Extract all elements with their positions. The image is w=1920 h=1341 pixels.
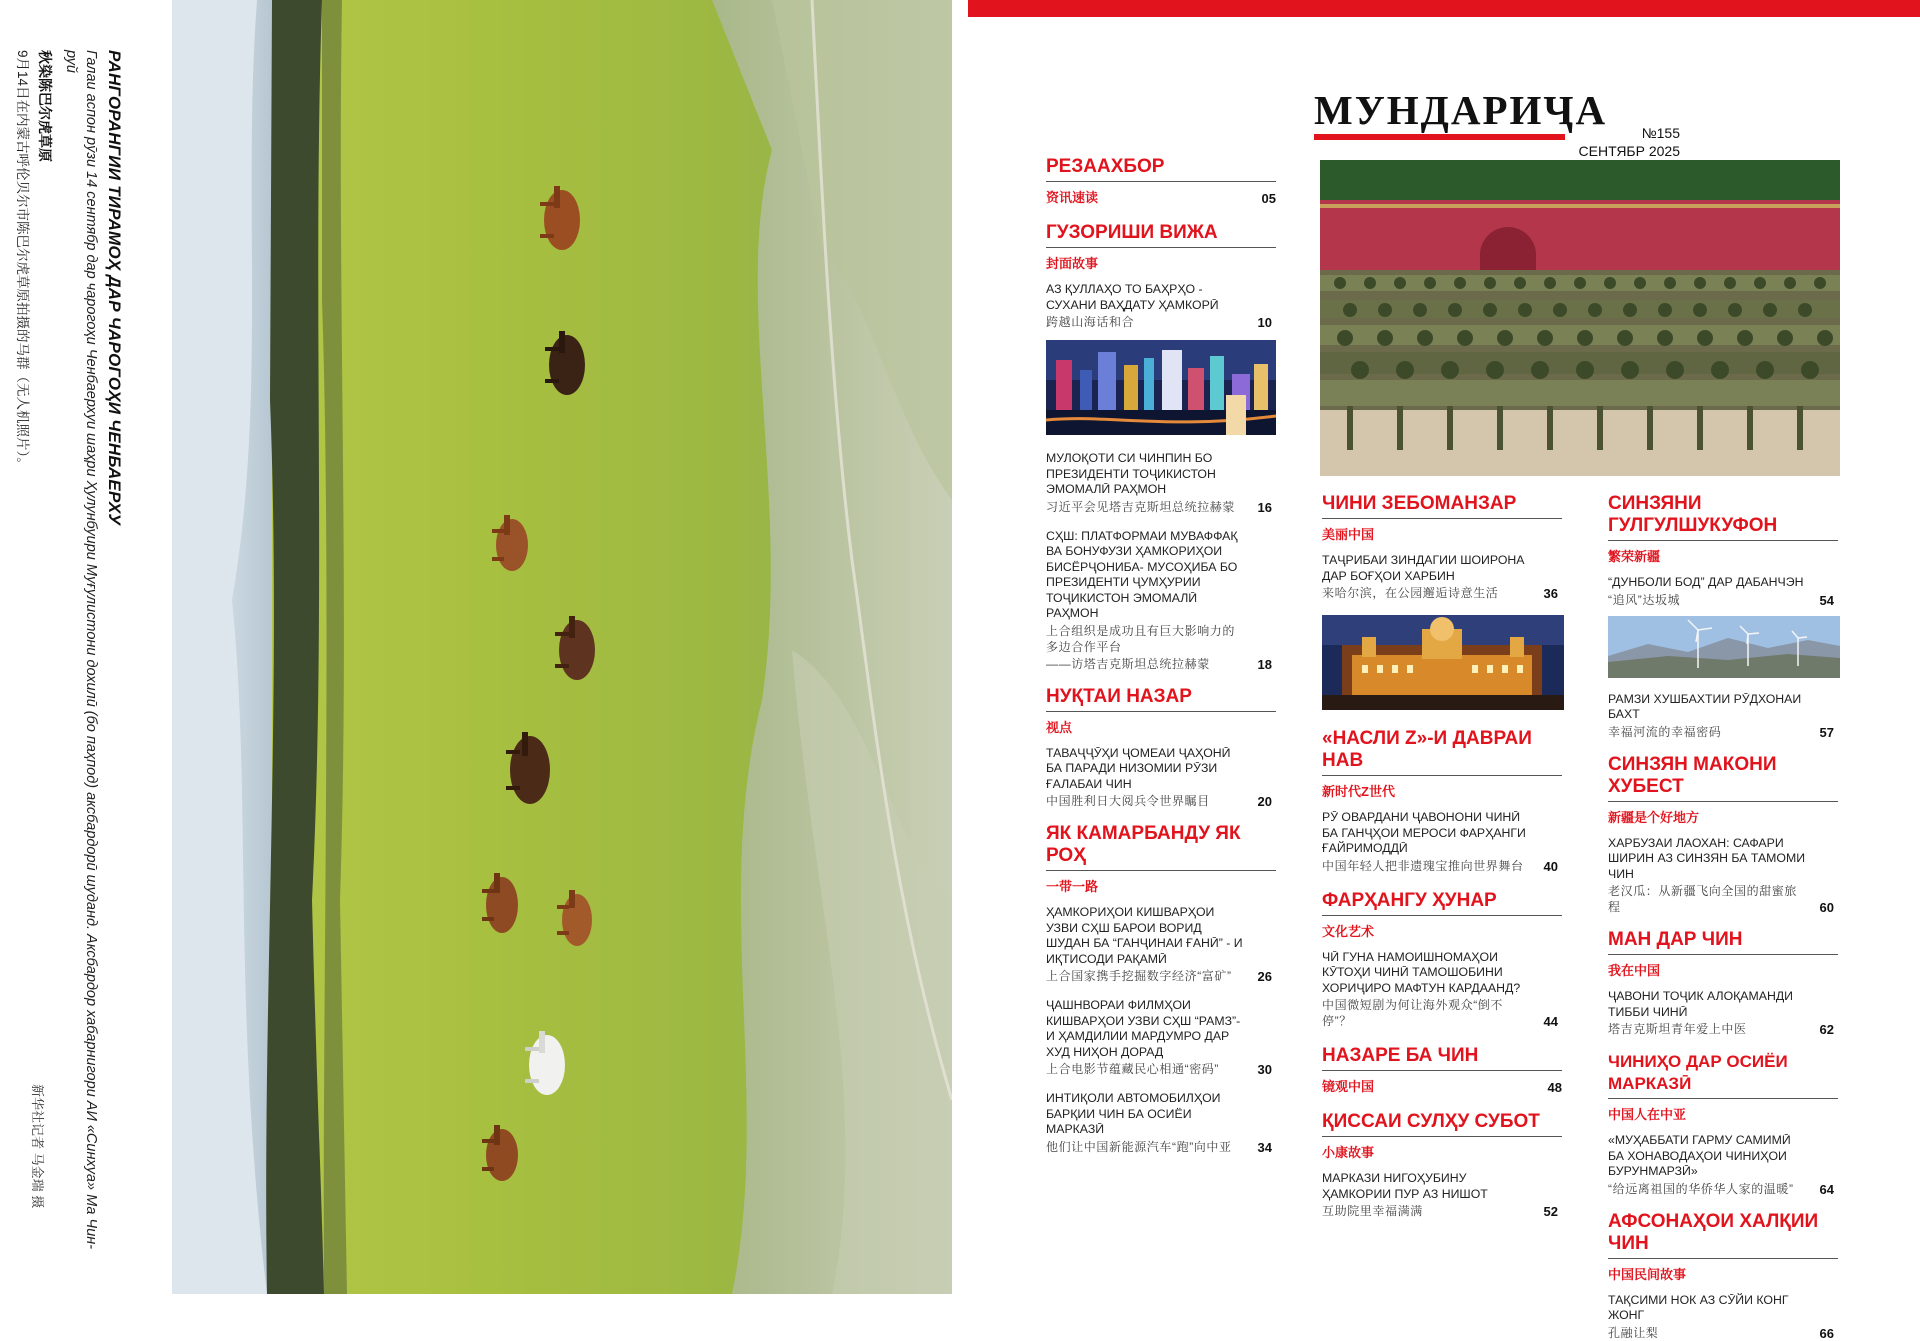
section-cn: 一带一路	[1046, 879, 1099, 894]
toc-section	[1322, 1111, 1562, 1219]
toc-column-3	[1608, 493, 1838, 1341]
entry-cn: “追风”达坂城	[1608, 592, 1681, 607]
section-title: НАЗАРЕ БА ЧИН	[1322, 1045, 1562, 1071]
section-title: ФАРҲАНГУ ҲУНАР	[1322, 890, 1562, 916]
toc-entry[interactable]	[1046, 451, 1276, 515]
toc-section	[1046, 686, 1276, 810]
section-cn: 我在中国	[1608, 963, 1661, 978]
caption-cn-text: 9月14日在内蒙古呼伦贝尔市陈巴尔虎草原拍摄的马群（无人机照片）。	[15, 50, 30, 471]
section-cn: 中国民间故事	[1608, 1266, 1687, 1282]
toc-section	[1608, 1211, 1838, 1341]
section-title: АФСОНАҲОИ ХАЛҚИИ ЧИН	[1608, 1211, 1838, 1259]
toc-entry[interactable]	[1608, 692, 1838, 740]
toc-entry[interactable]	[1608, 1293, 1838, 1341]
entry-title: ҶАШНВОРАИ ФИЛМҲОИ КИШВАРҲОИ УЗВИ СҲШ “РАМЗ”-И ҲАМДИЛИИ МАРДУМРО ДАР ХУД НИҲОН ДОРАД	[1046, 998, 1241, 1059]
page-number: 40	[1543, 858, 1558, 874]
page-number: 54	[1819, 592, 1834, 608]
page-number: 57	[1819, 724, 1834, 740]
page-number: 52	[1543, 1204, 1558, 1219]
toc-entry[interactable]	[1046, 746, 1276, 810]
entry-title: ИНТИҚОЛИ АВТОМОБИЛҲОИ БАРҚИИ ЧИН БА ОСИЁИ МАРКАЗӢ	[1046, 1091, 1221, 1136]
page-number: 26	[1257, 969, 1272, 984]
entry-cn-2: ——访塔吉克斯坦总统拉赫蒙	[1046, 656, 1210, 671]
toc-entry[interactable]	[1322, 950, 1562, 1030]
section-cn: 镜观中国	[1322, 1079, 1375, 1094]
toc-entry[interactable]	[1608, 836, 1838, 916]
photo-caption-strip	[0, 0, 172, 1294]
entry-title: ҶАВОНИ ТОҶИК АЛОҚАМАНДИ ТИББИ ЧИНӢ	[1608, 989, 1793, 1019]
section-title: «НАСЛИ Z»-И ДАВРАИ НАВ	[1322, 728, 1562, 776]
toc-column-2	[1322, 493, 1562, 1219]
right-page-toc	[960, 0, 1920, 1341]
entry-title: ТАҶРИБАИ ЗИНДАГИИ ШОИРОНА ДАР БОҒҲОИ ХАРБИН	[1322, 553, 1525, 583]
toc-column-1	[1046, 156, 1276, 1155]
grassland-horses-photo	[172, 0, 952, 1294]
toc-section	[1322, 1045, 1562, 1095]
toc-section	[1608, 692, 1838, 740]
section-cn: 中国人在中亚	[1608, 1107, 1687, 1122]
page-number: 30	[1257, 1062, 1272, 1077]
entry-cn: “给远离祖国的华侨华人家的温暖”	[1608, 1181, 1794, 1196]
toc-section	[1046, 451, 1276, 672]
entry-cn: 上合电影节蕴藏民心相通“密码”	[1046, 1062, 1219, 1076]
entry-title: ЧӢ ГУНА НАМОИШНОМАҲОИ КӮТОҲИ ЧИНӢ ТАМОШОБИНИ ХОРИҶИРО МАФТУН КАРДААНД?	[1322, 949, 1521, 995]
left-page	[0, 0, 960, 1294]
section-cn: 小康故事	[1322, 1145, 1375, 1160]
page-number: 64	[1819, 1181, 1834, 1197]
toc-entry[interactable]	[1608, 575, 1838, 608]
toc-section	[1046, 823, 1276, 1155]
section-cn: 封面故事	[1046, 256, 1099, 271]
section-cn: 资讯速读	[1046, 190, 1099, 205]
page-number: 62	[1819, 1022, 1834, 1037]
entry-title: ҲАМКОРИҲОИ КИШВАРҲОИ УЗВИ СҲШ БАРОИ ВОРИД ШУДАН БА “ГАНҶИНАИ ҒАНӢ” - И ИҚТИСОДИ РАҚАМӢ	[1046, 905, 1243, 966]
section-title: СИНЗЯН МАКОНИ ХУБЕСТ	[1608, 754, 1838, 802]
section-title: РЕЗААХБОР	[1046, 156, 1276, 182]
toc-section	[1322, 728, 1562, 874]
section-title: ГУЗОРИШИ ВИЖА	[1046, 222, 1276, 248]
entry-title: МАРКАЗИ НИГОҲУБИНУ ҲАМКОРИИ ПУР АЗ НИШОТ	[1322, 1171, 1488, 1201]
toc-section	[1322, 493, 1562, 601]
entry-title: АЗ ҚУЛЛАҲО ТО БАҲРҲО - СУХАНИ ВАҲДАТУ ҲАМКОРӢ	[1046, 282, 1219, 312]
page-number: 44	[1543, 1014, 1558, 1029]
toc-title: МУНДАРИҶА	[1314, 87, 1608, 133]
toc-entry[interactable]	[1046, 282, 1276, 330]
section-title: МАН ДАР ЧИН	[1608, 929, 1838, 955]
section-cn: 美丽中国	[1322, 527, 1375, 542]
toc-entry[interactable]	[1322, 1171, 1562, 1219]
military-parade-photo	[1320, 160, 1840, 476]
entry-cn: 中国微短剧为何让海外观众“倒不停”？	[1322, 998, 1503, 1028]
entry-cn: 中国胜利日大阅兵令世界瞩目	[1046, 794, 1210, 808]
entry-cn: 习近平会见塔吉克斯坦总统拉赫蒙	[1046, 499, 1236, 514]
toc-entry[interactable]	[1046, 529, 1276, 672]
entry-title: ТАҚСИМИ НОК АЗ СӮЙИ КОНГ ЖОНГ	[1608, 1292, 1789, 1322]
toc-section	[1322, 890, 1562, 1030]
section-title: СИНЗЯНИ ГУЛГУЛШУКУФОН	[1608, 493, 1838, 541]
page-number: 66	[1819, 1325, 1834, 1341]
top-red-bar	[968, 0, 1920, 17]
toc-section	[1608, 929, 1838, 1037]
page-number: 48	[1547, 1080, 1562, 1095]
section-title: ЯК КАМАРБАНДУ ЯК РОҲ	[1046, 823, 1276, 871]
toc-entry[interactable]	[1046, 905, 1276, 984]
photo-credit: 新华社记者 马金瑞 摄	[30, 1084, 45, 1209]
toc-section	[1046, 222, 1276, 330]
entry-cn: 跨越山海话和合	[1046, 315, 1135, 329]
entry-title: СҲШ: ПЛАТФОРМАИ МУВАФФАҚ ВА БОНУФУЗИ ҲАМКОРИҲОИ БИСЁРҶОНИБА- МУСОҲИБА БО ПРЕЗИДЕНТИ ҶУМҲУРИИ ТОҶИКИСТОН ЭМОМАЛӢ РАҲМОН	[1046, 528, 1238, 620]
entry-cn: 孔融让梨	[1608, 1325, 1659, 1340]
section-title: ЧИНИ ЗЕБОМАНЗАР	[1322, 493, 1562, 519]
toc-section	[1608, 493, 1838, 608]
toc-section	[1608, 1051, 1838, 1197]
page-number: 05	[1261, 191, 1276, 206]
entry-title: МУЛОҚОТИ СИ ЧИНПИН БО ПРЕЗИДЕНТИ ТОҶИКИСТОН ЭМОМАЛӢ РАҲМОН	[1046, 451, 1216, 496]
page-number: 20	[1257, 794, 1272, 809]
entry-cn: 互助院里幸福满满	[1322, 1204, 1423, 1218]
section-cn: 文化艺术	[1322, 923, 1375, 939]
section-title: ҚИССАИ СУЛҲУ СУБОТ	[1322, 1111, 1562, 1137]
entry-cn: 老汉瓜：从新疆飞向全国的甜蜜旅程	[1608, 884, 1798, 914]
entry-title: РӮ ОВАРДАНИ ҶАВОНОНИ ЧИНӢ БА ГАНҶҲОИ МЕРОСИ ФАРҲАНГИ ҒАЙРИМОДДӢ	[1322, 810, 1526, 855]
entry-cn: 上合组织是成功且有巨大影响力的多边合作平台	[1046, 623, 1236, 654]
entry-cn: 来哈尔滨，在公园邂逅诗意生活	[1322, 586, 1499, 600]
toc-entry[interactable]	[1608, 989, 1838, 1037]
entry-cn: 幸福河流的幸福密码	[1608, 724, 1722, 739]
entry-cn: 塔吉克斯坦青年爱上中医	[1608, 1022, 1747, 1036]
page-number: 34	[1257, 1139, 1272, 1155]
entry-title: «МУҲАББАТИ ГАРМУ САМИМӢ БА ХОНАВОДАҲОИ ЧИНИҲОИ БУРУНМАРЗӢ»	[1608, 1133, 1791, 1178]
caption-cn-title: 秋染陈巴尔虎草原	[37, 50, 53, 162]
issue-number: №155	[1641, 125, 1680, 141]
wind-turbines-photo	[1608, 616, 1840, 678]
page-number: 36	[1543, 586, 1558, 601]
entry-cn: 上合国家携手挖掘数字经济“富矿”	[1046, 969, 1232, 983]
page-number: 10	[1257, 315, 1272, 330]
page-number: 18	[1257, 656, 1272, 672]
section-title: НУҚТАИ НАЗАР	[1046, 686, 1276, 712]
entry-title: “ДУНБОЛИ БОД” ДАР ДАБАНЧЭН	[1608, 575, 1804, 589]
section-cn: 繁荣新疆	[1608, 549, 1661, 564]
entry-cn: 他们让中国新能源汽车“跑”向中亚	[1046, 1139, 1232, 1154]
toc-entry[interactable]	[1322, 810, 1562, 874]
page-number: 16	[1257, 499, 1272, 515]
entry-title: ХАРБУЗАИ ЛАОХАН: САФАРИ ШИРИН АЗ СИНЗЯН БА ТАМОМИ ЧИН	[1608, 835, 1806, 881]
entry-cn: 中国年轻人把非遗瑰宝推向世界舞台	[1322, 858, 1524, 873]
issue-date: СЕНТЯБР 2025	[1578, 143, 1680, 159]
caption-text: Галаи аспон рӯзи 14 сентябр дар чарогоҳи Ченбаерхуи шаҳри Ҳулунбуири Муғулистони дохилӣ (бо паҳпод) аксбардорӣ шуданд. Аксбардор хабарнигори АИ «Синхуа» Ма Чин-руй	[63, 50, 99, 1250]
city-night-photo	[1046, 340, 1276, 435]
harbin-night-building-photo	[1322, 615, 1564, 710]
toc-entry[interactable]	[1046, 998, 1276, 1077]
toc-section	[1608, 754, 1838, 916]
entry-title: ТАВАҶҶӮҲИ ҶОМЕАИ ҶАҲОНӢ БА ПАРАДИ НИЗОМИИ РӮЗИ ҒАЛАБАИ ЧИН	[1046, 745, 1231, 791]
issue-info	[1500, 124, 1680, 160]
section-cn: 新时代Z世代	[1322, 784, 1395, 799]
photo-caption	[0, 0, 172, 1294]
toc-section	[1046, 156, 1276, 206]
grassland-scene	[172, 0, 952, 1294]
toc-entry[interactable]	[1322, 553, 1562, 601]
section-title: ЧИНИҲО ДАР ОСИЁИ МАРКАЗӢ	[1608, 1051, 1838, 1099]
caption-title: РАНГОРАНГИИ ТИРАМОҲ ДАР ЧАРОГОҲИ ЧЕНБАЕРХУ	[105, 50, 124, 526]
section-cn: 视点	[1046, 719, 1073, 735]
toc-entry[interactable]	[1608, 1133, 1838, 1197]
page-number: 60	[1819, 900, 1834, 915]
toc-entry[interactable]	[1046, 1091, 1276, 1155]
entry-title: РАМЗИ ХУШБАХТИИ РӮДХОНАИ БАХТ	[1608, 691, 1802, 721]
section-cn: 新疆是个好地方	[1608, 809, 1700, 825]
